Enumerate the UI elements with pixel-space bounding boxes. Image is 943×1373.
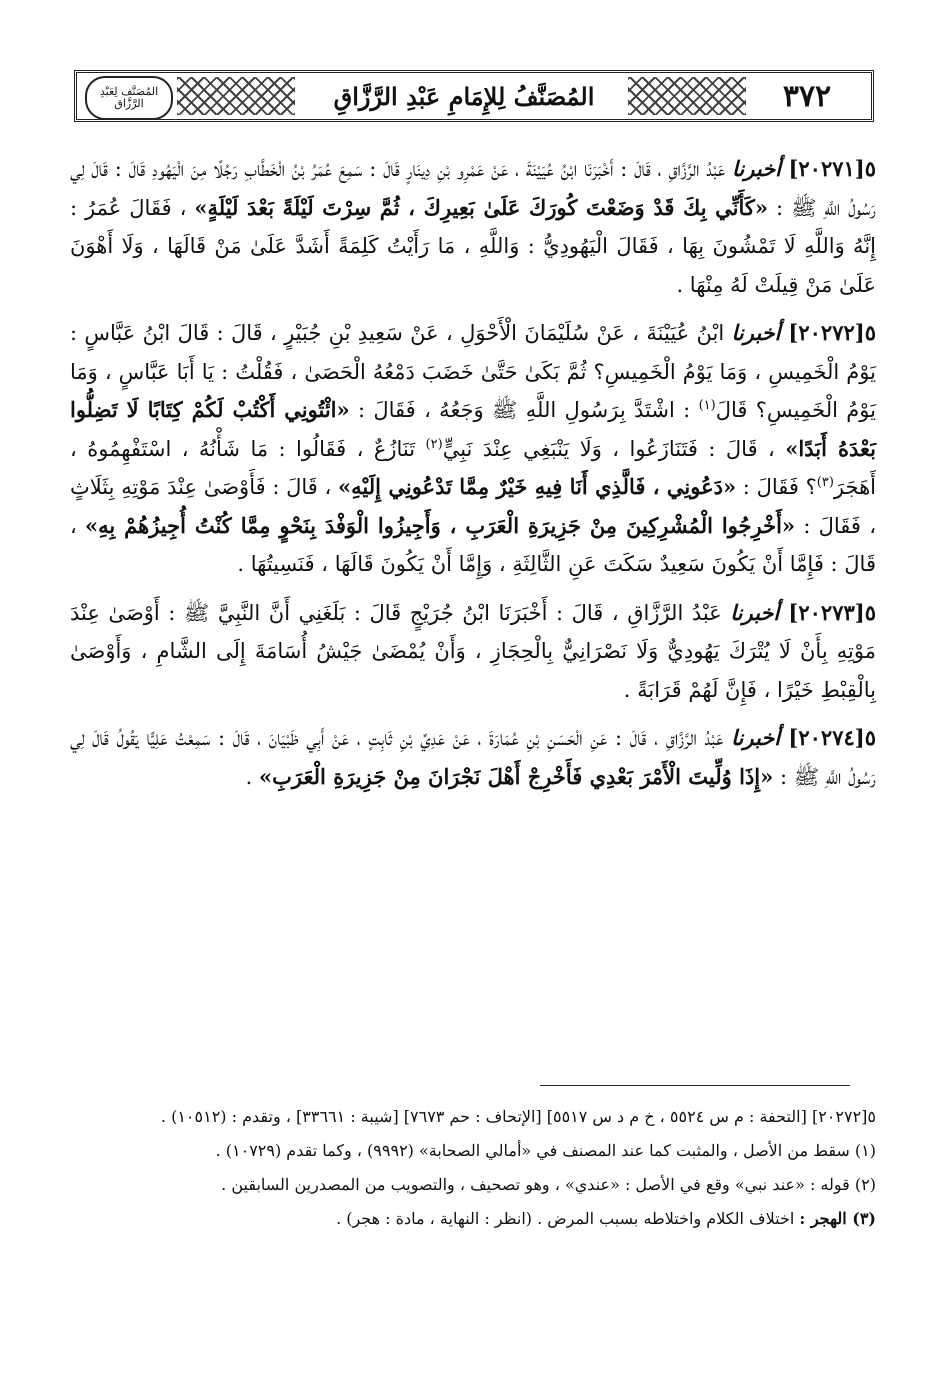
hadith-intro: أخبرنا (730, 599, 780, 625)
footnotes (70, 1103, 876, 1239)
prophetic-quote: «أَخْرِجُوا الْمُشْرِكِينَ مِنْ جَزِيرَةِ الْعَرَبِ ، وَأَجِيزُوا الْوَفْدَ بِنَحْوٍ مِمَّا كُنْتُ أُجِيزُهُمْ بِهِ» (85, 512, 796, 538)
footnote-term: (٣) الهجر : (799, 1209, 876, 1228)
footnote (70, 1171, 876, 1199)
hadith-intro: أخبرنا (731, 725, 781, 750)
ornament-pattern-right (628, 77, 746, 115)
hadith-paragraph (70, 150, 876, 304)
footnote-reference: (١) (698, 398, 716, 413)
hadith-text: عَبْدُ الرَّزَّاقِ ، قَالَ : أَخْبَرَنَا ابْنُ عُيَيْنَةَ ، عَنْ عَمْرِو بْنِ دِينَارٍ قَالَ : سَمِعَ عُمَرُ بْنُ الْخَطَّابِ رَجُلًا مِنَ الْيَهُودِ قَالَ : قَالَ لِي رَسُولُ اللَّهِ ﷺ : (70, 157, 876, 220)
prophetic-quote: «دَعُونِي ، فَالَّذِي أَنَا فِيهِ خَيْرٌ مِمَّا تَدْعُونِي إِلَيْهِ» (338, 474, 737, 499)
hadith-text: ابْنُ عُيَيْنَةَ ، عَنْ سُلَيْمَانَ الْأَحْوَلِ ، عَنْ سَعِيدِ بْنِ جُبَيْرٍ ، قَالَ : قَالَ ابْنُ عَبَّاسٍ : يَوْمُ الْخَمِيسِ ، وَمَا يَوْمُ الْخَمِيسِ؟ ثُمَّ بَكَىٰ حَتَّىٰ خَضَبَ دَمْعُهُ الْحَصَىٰ ، فَقُلْتُ : يَا أَبَا عَبَّاسٍ ، وَمَا يَوْمُ الْخَمِيسِ؟ قَالَ (70, 321, 876, 422)
book-seal-logo: المُصَنَّف لِعَبْدِ الرَّزَّاق (85, 76, 173, 120)
hadith-text: عَبْدُ الرَّزَّاقِ ، قَالَ : عَنِ الْحَسَنِ بْنِ عُمَارَةَ ، عَنْ عَدِيِّ بْنِ ثَابِتٍ ، عَنْ أَبِي ظَبْيَانَ ، قَالَ : سَمِعْتُ عَلِيًّا يَقُولُ قَالَ لِي رَسُولُ اللَّهِ ﷺ : (70, 726, 876, 789)
hadith-intro: أخبرنا (731, 320, 781, 345)
main-text (70, 150, 876, 806)
footnote-text: (٢) قوله : «عند نبي» وقع في الأصل : «عندي» ، وهو تصحيف ، والتصويب من المصدرين السابقين . (221, 1175, 876, 1194)
hadith-text: عَبْدُ الرَّزَّاقِ ، قَالَ : أَخْبَرَنَا ابْنُ جُرَيْجٍ قَالَ : بَلَغَنِي أَنَّ النَّبِيَّ ﷺ : أَوْصَىٰ عِنْدَ مَوْتِهِ بِأَنْ لَا يُتْرَكَ يَهُودِيٌّ وَلَا نَصْرَانِيٌّ بِالْحِجَازِ ، وَأَنْ يُمْضَىٰ جَيْشُ أُسَامَةَ إِلَى الشَّامِ ، وَأَوْصَىٰ بِالْقِبْطِ خَيْرًا ، فَإِنَّ لَهُمْ قَرَابَةً . (70, 600, 876, 702)
footnote-text: اختلاف الكلام واختلاطه بسبب المرض . (انظر : النهاية ، مادة : هجر) . (336, 1209, 800, 1228)
footnote (70, 1205, 876, 1233)
hadith-paragraph (70, 314, 876, 584)
hadith-paragraph (70, 719, 876, 796)
footnote (70, 1137, 876, 1165)
hadith-intro: أخبرنا (732, 156, 782, 181)
hadith-text: ، قَالَ : فَإِمَّا أَنْ يَكُونَ سَعِيدٌ سَكَتَ عَنِ الثَّالِثَةِ ، وَإِمَّا أَنْ يَكُونَ قَالَهَا ، فَنَسِيتُهَا . (70, 513, 876, 576)
footnote-text: ٥[٢٠٢٧٢] [التحفة : م س ٥٥٢٤ ، خ م د س ٥٥١٧] [الإتحاف : حم ٧٦٧٣] [شيبة : ٣٣٦٦١] ، وتقدم : (١٠٥١٢) . (160, 1107, 876, 1126)
hadith-number: ٥[٢٠٢٧٢] (780, 320, 876, 345)
footnote (70, 1103, 876, 1131)
hadith-text: تَنَازُعٌ ، فَقَالُوا : مَا شَأْنُهُ ، اسْتَفْهِمُوهُ ، أَهَجَرَ (70, 436, 876, 499)
prophetic-quote: «ائْتُونِي أَكْتُبْ لَكُمْ كِتَابًا لَا تَضِلُّوا بَعْدَهُ أَبَدًا» (70, 397, 877, 461)
prophetic-quote: «إِذَا وُلِّيتَ الْأَمْرَ بَعْدِي فَأَخْرِجْ أَهْلَ نَجْرَانَ مِنْ جَزِيرَةِ الْعَرَبِ» (259, 763, 774, 789)
hadith-text: ، قَالَ : فَتَنَازَعُوا ، وَلَا يَنْبَغِي عِنْدَ نَبِيٍّ (442, 436, 786, 461)
hadith-text: ، فَقَالَ عُمَرُ : إِنَّهُ وَاللَّهِ لَا تَمْشُونَ بِهَا ، فَقَالَ الْيَهُودِيُّ : وَاللَّهِ ، مَا رَأَيْتُ كَلِمَةً أَشَدَّ عَلَىٰ مَنْ قَالَهَا ، وَلَا أَهْوَنَ عَلَىٰ مَنْ قِيلَتْ لَهُ مِنْهَا . (70, 195, 876, 297)
ornament-pattern-left (177, 77, 295, 115)
prophetic-quote: «كَأَنِّي بِكَ قَدْ وَضَعْتَ كُورَكَ عَلَىٰ بَعِيرِكَ ، ثُمَّ سِرْتَ لَيْلَةً بَعْدَ لَيْلَةٍ» (194, 194, 769, 220)
hadith-text: ؟ فَقَالَ : (736, 475, 817, 499)
footnote-divider (540, 1085, 850, 1086)
hadith-number: ٥[٢٠٢٧٣] (779, 599, 876, 625)
footnote-text: (١) سقط من الأصل ، والمثبت كما عند المصنف في «أمالي الصحابة» (٩٩٩٢) ، وكما تقدم (١٠٧٢٩) . (215, 1141, 876, 1160)
hadith-text: ، قَالَ : فَأَوْصَىٰ عِنْدَ مَوْتِهِ بِثَلَاثٍ ، فَقَالَ : (70, 475, 877, 538)
footnote-reference: (٣) (816, 475, 834, 490)
hadith-paragraph (70, 594, 876, 710)
hadith-number: ٥[٢٠٢٧١] (781, 156, 877, 181)
hadith-number: ٥[٢٠٢٧٤] (780, 725, 876, 750)
page-number: ٣٧٢ (753, 77, 861, 115)
hadith-text: : اشْتَدَّ بِرَسُولِ اللَّهِ ﷺ وَجَعُهُ ، فَقَالَ : (349, 398, 699, 422)
page-header (74, 70, 874, 122)
hadith-text: . (245, 764, 260, 789)
running-title: المُصَنَّفُ لِلإِمَامِ عَبْدِ الرَّزَّاقِ (307, 77, 621, 115)
footnote-reference: (٢) (425, 436, 443, 452)
